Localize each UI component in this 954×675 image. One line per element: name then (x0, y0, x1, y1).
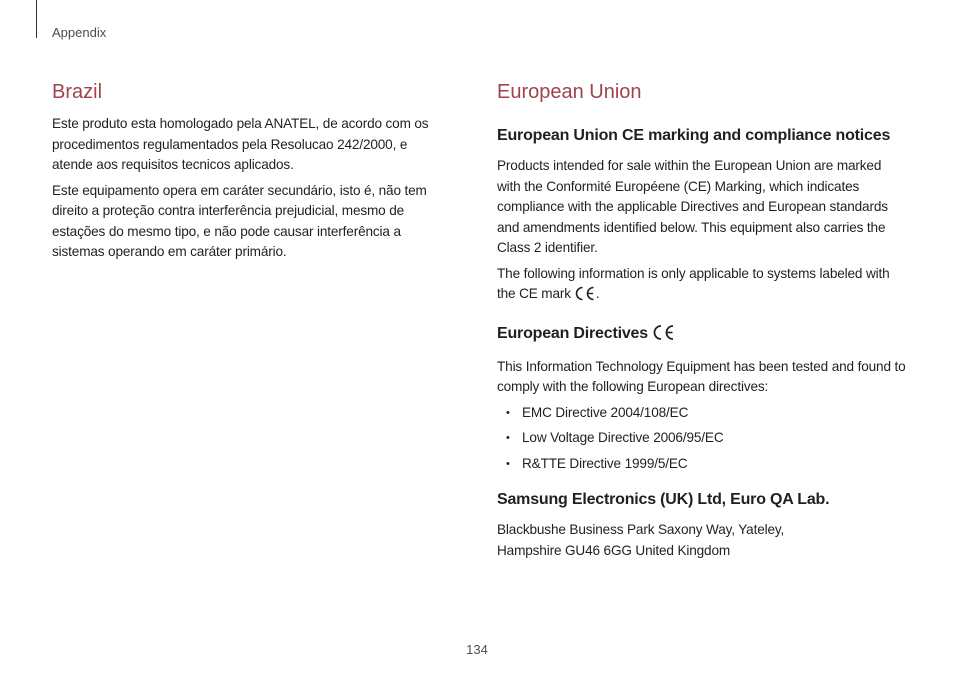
left-column (52, 80, 442, 268)
header-rule (36, 0, 37, 38)
page-number: 134 (466, 642, 488, 657)
directive-text: EMC Directive 2004/108/EC (522, 404, 689, 420)
directive-text: Low Voltage Directive 2006/95/EC (522, 430, 724, 445)
brazil-heading: Brazil (52, 81, 103, 103)
brazil-paragraph-2: Este equipamento opera em caráter secundário, isto é, não tem direito a proteção contra interferência prejudicial, mesmo de estações do mesmo tipo, e não pode causar interferência a sistemas operando em caráter primário. (52, 182, 427, 259)
ce-mark-icon (574, 286, 596, 308)
ce-paragraph-2-end: . (595, 286, 600, 301)
address-line-2: Hampshire GU46 6GG United Kingdom (497, 542, 731, 558)
samsung-heading: Samsung Electronics (UK) Ltd, Euro QA Lab. (497, 491, 830, 508)
list-item (497, 403, 907, 424)
directives-list (497, 403, 907, 475)
ce-paragraph-1: Products intended for sale within the European Union are marked with the Conformité Européene (CE) Marking, which indicates compliance with the applicable Directives and European standards and amendments identified below. This equipment also carries the Class 2 identifier. (497, 158, 888, 255)
directives-heading (497, 324, 907, 347)
list-item (497, 428, 907, 449)
ce-mark-icon (651, 324, 677, 347)
ce-paragraph-2-text: The following information is only applicable to systems labeled with the CE mark (497, 265, 890, 301)
ce-paragraph-2 (497, 264, 907, 308)
directive-text: R&TTE Directive 1999/5/EC (522, 455, 688, 471)
directives-intro: This Information Technology Equipment has been tested and found to comply with the following European directives: (497, 358, 906, 394)
list-item (497, 454, 907, 475)
bullet: • (506, 432, 510, 444)
bullet: • (506, 457, 510, 470)
bullet: • (506, 406, 510, 419)
eu-heading: European Union (497, 81, 642, 103)
address (497, 520, 907, 561)
section-label: Appendix (52, 25, 107, 40)
right-column (497, 80, 907, 566)
address-line-1: Blackbushe Business Park Saxony Way, Yateley, (497, 522, 785, 537)
brazil-paragraph-1: Este produto esta homologado pela ANATEL, de acordo com os procedimentos regulamentados pela Resolucao 242/2000, e atende aos requisitos tecnicos aplicados. (52, 116, 429, 172)
ce-notices-heading: European Union CE marking and compliance notices (497, 127, 891, 144)
directives-heading-text: European Directives (497, 324, 648, 342)
